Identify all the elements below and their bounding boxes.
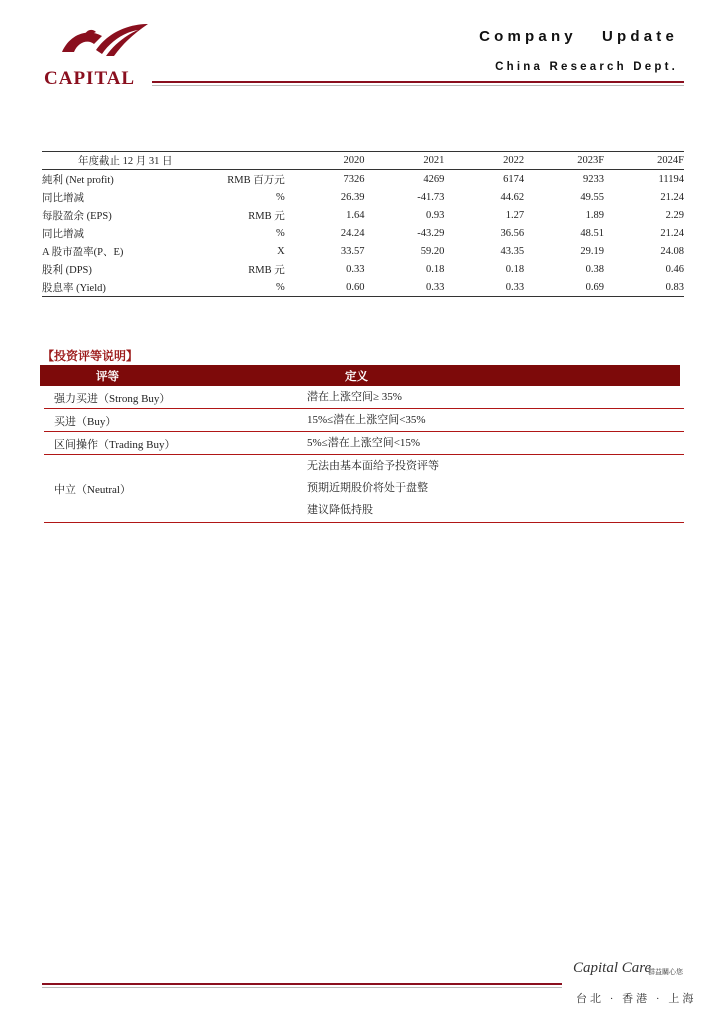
row-label: 股息率 (Yield) <box>42 278 211 297</box>
definition-column-header: 定义 <box>345 371 368 383</box>
table-cell: 4269 <box>423 173 445 185</box>
rating-name: 区间操作（Trading Buy） <box>54 439 176 451</box>
table-cell: 36.56 <box>500 227 525 239</box>
rating-name: 强力买进（Strong Buy） <box>54 393 171 405</box>
table-cell: 0.33 <box>346 263 365 275</box>
rating-definition: 15%≤潜在上涨空间<35% <box>307 414 426 426</box>
rating-definition-table <box>40 365 680 523</box>
row-unit: RMB 元 <box>248 210 285 222</box>
table-cell: 24.24 <box>340 227 365 239</box>
table-cell: 0.33 <box>444 278 524 297</box>
rating-name: 买进（Buy） <box>54 416 117 428</box>
rating-row-trading-buy <box>44 432 684 455</box>
rating-table-header <box>40 365 680 386</box>
table-cell: 21.24 <box>660 227 684 239</box>
table-header-row <box>42 152 684 170</box>
column-header: 2023F <box>524 152 604 170</box>
footer-divider <box>42 983 562 985</box>
rating-definition: 潜在上涨空间≥ 35% <box>307 391 402 403</box>
table-cell: 0.83 <box>604 278 684 297</box>
rating-name: 中立（Neutral） <box>54 484 131 496</box>
rating-definition: 预期近期股价将处于盘整 <box>307 482 428 494</box>
rating-row-buy <box>44 409 684 432</box>
footer-brand-logo: Capital Care <box>573 960 652 976</box>
row-label: 同比增减 <box>42 228 84 240</box>
table-cell: 0.60 <box>285 278 365 297</box>
table-cell: 33.57 <box>340 245 365 257</box>
rating-definition: 建议降低持股 <box>307 504 373 516</box>
table-cell: 24.08 <box>660 245 684 257</box>
table-cell: -43.29 <box>417 227 445 239</box>
department-subtitle: China Research Dept. <box>495 61 678 73</box>
header-divider <box>152 81 684 83</box>
phoenix-logo-icon <box>44 22 156 70</box>
report-type-title: Company Update <box>479 28 678 45</box>
column-header: 2022 <box>444 152 524 170</box>
row-label: 同比增减 <box>42 192 84 204</box>
column-header: 年度截止 12 月 31 日 <box>42 152 211 170</box>
column-header: 2020 <box>285 152 365 170</box>
table-cell: 1.64 <box>346 209 365 221</box>
table-cell: 1.27 <box>505 209 525 221</box>
capital-logo <box>44 22 156 88</box>
table-cell: 6174 <box>503 173 525 185</box>
table-cell: 0.38 <box>585 263 605 275</box>
table-cell: 59.20 <box>420 245 445 257</box>
table-cell: 29.19 <box>580 245 605 257</box>
footer-brand-tagline: 群益關心您 <box>648 968 683 976</box>
table-cell: 49.55 <box>580 191 605 203</box>
rating-definition: 无法由基本面给予投资评等 <box>307 460 439 472</box>
column-header: 2024F <box>604 152 684 170</box>
footer-divider-thin <box>42 987 562 988</box>
table-cell: 26.39 <box>340 191 365 203</box>
logo-text: CAPITAL <box>44 68 136 89</box>
table-row <box>42 188 684 206</box>
table-cell: 0.18 <box>505 263 525 275</box>
table-cell: 44.62 <box>500 191 525 203</box>
table-row <box>42 278 684 297</box>
footer-office-cities: 台北 · 香港 · 上海 <box>576 993 697 1005</box>
rating-definition: 5%≤潜在上涨空间<15% <box>307 437 421 449</box>
row-unit: RMB 百万元 <box>227 174 285 186</box>
table-cell: 43.35 <box>500 245 525 257</box>
row-label: A 股市盈率(P、E) <box>42 246 124 258</box>
table-cell: 0.93 <box>426 209 445 221</box>
row-label: 股利 (DPS) <box>42 264 92 276</box>
table-cell: 48.51 <box>580 227 605 239</box>
column-header: 2021 <box>364 152 444 170</box>
column-header <box>211 152 285 170</box>
table-cell: 9233 <box>583 173 605 185</box>
rating-row-strong-buy <box>44 386 684 409</box>
row-unit: X <box>277 245 285 257</box>
row-unit: % <box>276 227 285 239</box>
header-divider-thin <box>152 85 684 86</box>
table-cell: 21.24 <box>660 191 684 203</box>
rating-section-title: 【投资评等说明】 <box>42 349 139 363</box>
rating-row-neutral <box>44 455 684 523</box>
row-label: 每股盈余 (EPS) <box>42 210 112 222</box>
table-cell: -41.73 <box>417 191 445 203</box>
financial-summary-table <box>42 151 684 297</box>
table-cell: 7326 <box>343 173 365 185</box>
table-row <box>42 224 684 242</box>
rating-column-header: 评等 <box>96 371 119 383</box>
row-unit: RMB 元 <box>248 264 285 276</box>
table-row <box>42 242 684 260</box>
table-row <box>42 170 684 189</box>
table-cell: 0.33 <box>364 278 444 297</box>
row-label: 純利 (Net profit) <box>42 174 114 186</box>
table-cell: 0.69 <box>524 278 604 297</box>
table-cell: 11194 <box>658 173 684 185</box>
table-cell: 1.89 <box>585 209 605 221</box>
table-row <box>42 206 684 224</box>
table-cell: 0.46 <box>665 263 684 275</box>
row-unit: % <box>211 278 285 297</box>
table-cell: 2.29 <box>665 209 684 221</box>
table-row <box>42 260 684 278</box>
table-cell: 0.18 <box>426 263 445 275</box>
row-unit: % <box>276 191 285 203</box>
